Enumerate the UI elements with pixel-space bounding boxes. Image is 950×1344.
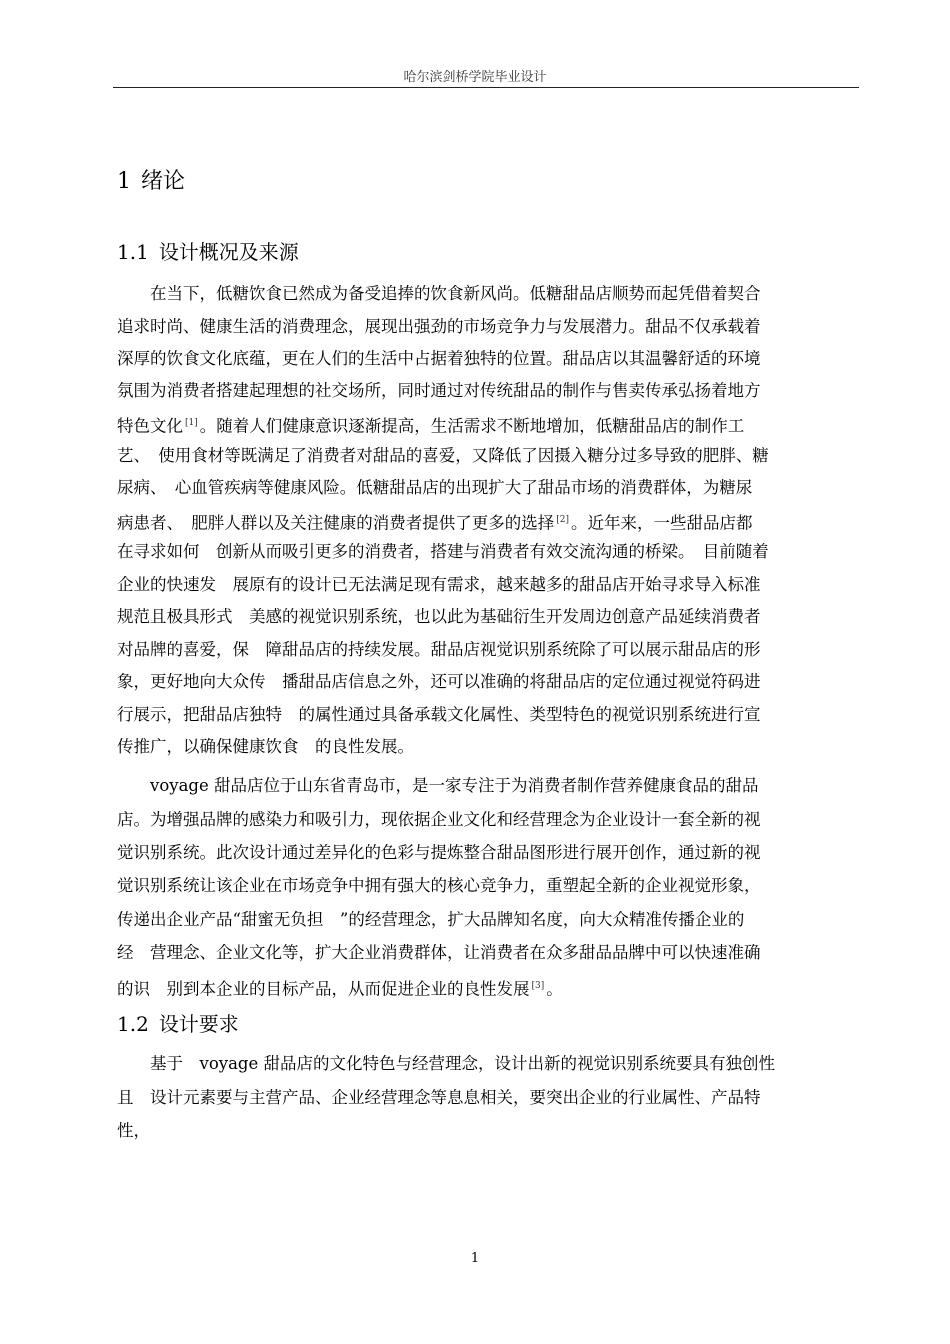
body-line	[117, 510, 862, 534]
body-line: 基于 voyage 甜品店的文化特色与经营理念，设计出新的视觉识别系统要具有独创性	[117, 1054, 775, 1073]
section-heading-1-1	[117, 236, 299, 265]
body-line: 觉识别系统让该企业在市场竞争中拥有强大的核心竞争力，重塑起全新的企业视觉形象，	[117, 876, 761, 895]
body-line: 对品牌的喜爱，保 障甜品店的持续发展。甜品店视觉识别系统除了可以展示甜品店的形	[117, 640, 761, 659]
chapter-title: 绪论	[141, 169, 186, 194]
citation-ref[interactable]: [3]	[531, 981, 545, 991]
body-line: 且 设计元素要与主营产品、企业经营理念等息息相关，要突出企业的行业属性、产品特	[117, 1088, 761, 1107]
body-line: 在当下，低糖饮食已然成为备受追捧的饮食新风尚。低糖甜品店顺势而起凭借着契合	[117, 284, 761, 303]
page-number: 1	[470, 1251, 480, 1266]
body-line: 规范且极具形式 美感的视觉识别系统，也以此为基础衍生开发周边创意产品延续消费者	[117, 607, 761, 626]
chapter-heading	[117, 164, 185, 195]
body-line: 店。为增强品牌的感染力和吸引力，现依据企业文化和经营理念为企业设计一套全新的视	[117, 810, 761, 829]
section-number: 1.2	[117, 1012, 149, 1036]
body-line: 象，更好地向大众传 播甜品店信息之外，还可以准确的将甜品店的定位通过视觉符码进	[117, 672, 761, 691]
body-line: 企业的快速发 展原有的设计已无法满足现有需求，越来越多的甜品店开始寻求导入标准	[117, 575, 761, 594]
body-line: voyage 甜品店位于山东省青岛市，是一家专注于为消费者制作营养健康食品的甜品	[117, 776, 759, 795]
body-line: 追求时尚、健康生活的消费理念，展现出强劲的市场竞争力与发展潜力。甜品不仅承载着	[117, 317, 761, 336]
text-run: 。随着人们健康意识逐渐提高，生活需求不断地增加，低糖甜品店的制作工	[199, 416, 745, 436]
body-line: 深厚的饮食文化底蕴，更在人们的生活中占据着独特的位置。甜品店以其温馨舒适的环境	[117, 349, 761, 368]
text-run: 特色文化	[117, 416, 183, 436]
section-heading-1-2	[117, 1008, 239, 1037]
body-line	[117, 413, 862, 437]
body-line: 行展示，把甜品店独特 的属性通过具备承载文化属性、类型特色的视觉识别系统进行宣	[117, 705, 761, 724]
citation-ref[interactable]: [1]	[185, 418, 198, 428]
body-line: 尿病、 心血管疾病等健康风险。低糖甜品店的出现扩大了甜品市场的消费群体，为糖尿	[117, 478, 753, 497]
header-divider	[113, 87, 859, 88]
citation-ref[interactable]: [2]	[556, 515, 569, 525]
text-run: 病患者、 肥胖人群以及关注健康的消费者提供了更多的选择	[117, 513, 555, 533]
text-run: 的识 别到本企业的目标产品，从而促进企业的良性发展	[117, 979, 530, 999]
body-line: 传递出企业产品“甜蜜无负担 ”的经营理念，扩大品牌知名度，向大众精准传播企业的	[117, 910, 745, 929]
section-title: 设计要求	[158, 1012, 239, 1036]
body-line: 在寻求如何 创新从而吸引更多的消费者，搭建与消费者有效交流沟通的桥梁。 目前随着	[117, 542, 769, 561]
text-run: 。	[546, 979, 563, 999]
body-line: 经 营理念、企业文化等，扩大企业消费群体，让消费者在众多甜品品牌中可以快速准确	[117, 943, 761, 962]
body-line: 艺、 使用食材等既满足了消费者对甜品的喜爱，又降低了因摄入糖分过多导致的肥胖、糖	[117, 446, 769, 465]
body-line: 氛围为消费者搭建起理想的社交场所，同时通过对传统甜品的制作与售卖传承弘扬着地方	[117, 381, 761, 400]
section-number: 1.1	[117, 240, 149, 264]
body-line: 性，	[117, 1121, 150, 1140]
section-title: 设计概况及来源	[158, 240, 299, 264]
page-header-title: 哈尔滨剑桥学院毕业设计	[403, 70, 547, 85]
body-line: 觉识别系统。此次设计通过差异化的色彩与提炼整合甜品图形进行展开创作，通过新的视	[117, 843, 761, 862]
text-run: 。近年来，一些甜品店都	[571, 513, 753, 533]
body-line	[117, 976, 862, 1000]
chapter-number: 1	[117, 169, 131, 194]
body-line: 传推广，以确保健康饮食 的良性发展。	[117, 737, 414, 756]
